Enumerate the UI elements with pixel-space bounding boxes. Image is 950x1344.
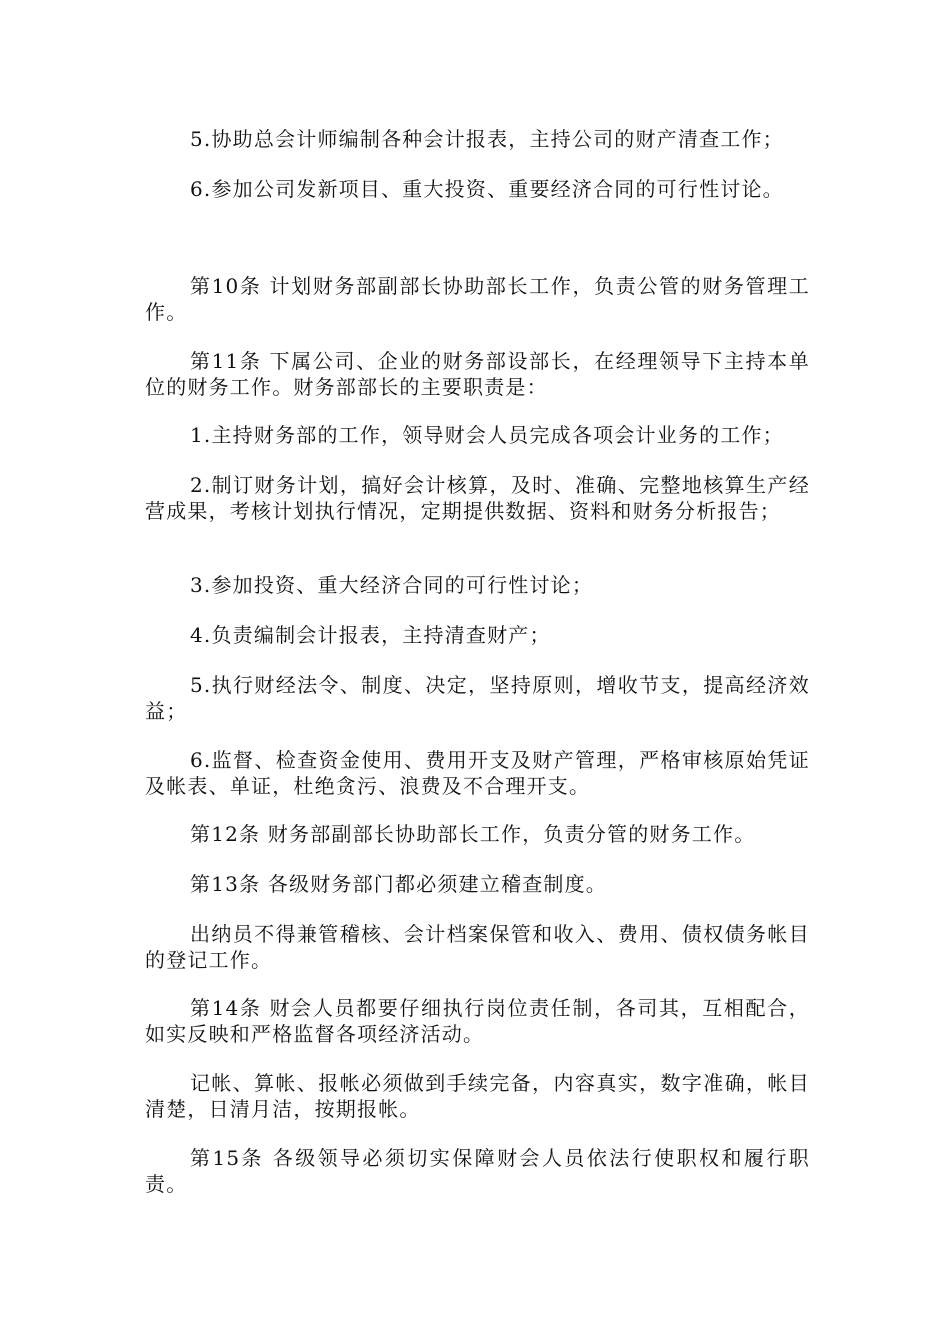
paragraph-cashier-rule: 出纳员不得兼管稽核、会计档案保管和收入、费用、债权债务帐目的登记工作。	[145, 922, 810, 972]
paragraph-article-14: 第14条 财会人员都要仔细执行岗位责任制，各司其，互相配合，如实反映和严格监督各项经济活动。	[145, 996, 810, 1046]
paragraph-duty-1: 1.主持财务部的工作，领导财会人员完成各项会计业务的工作；	[190, 423, 784, 447]
paragraph-article-15: 第15条 各级领导必须切实保障财会人员依法行使职权和履行职责。	[145, 1146, 810, 1196]
paragraph-article-11: 第11条 下属公司、企业的财务部设部长，在经理领导下主持本单位的财务工作。财务部部长的主要职责是：	[145, 349, 810, 399]
paragraph-item-6-participate: 6.参加公司发新项目、重大投资、重要经济合同的可行性讨论。	[190, 177, 784, 201]
paragraph-duty-3: 3.参加投资、重大经济合同的可行性讨论；	[190, 573, 594, 597]
paragraph-article-10: 第10条 计划财务部副部长协助部长工作，负责公管的财务管理工作。	[145, 274, 810, 324]
paragraph-duty-4: 4.负责编制会计报表，主持清查财产；	[190, 623, 551, 647]
paragraph-item-5-assist: 5.协助总会计师编制各种会计报表，主持公司的财产清查工作；	[190, 127, 784, 151]
paragraph-bookkeeping-rule: 记帐、算帐、报帐必须做到手续完备，内容真实，数字准确，帐目清楚，日清月洁，按期报帐。	[145, 1071, 810, 1121]
paragraph-article-13: 第13条 各级财务部门都必须建立稽查制度。	[190, 872, 608, 896]
paragraph-duty-2: 2.制订财务计划，搞好会计核算，及时、准确、完整地核算生产经营成果，考核计划执行情况，定期提供数据、资料和财务分析报告；	[145, 473, 810, 523]
paragraph-duty-5: 5.执行财经法令、制度、决定，坚持原则，增收节支，提高经济效益；	[145, 673, 810, 723]
paragraph-duty-6: 6.监督、检查资金使用、费用开支及财产管理，严格审核原始凭证及帐表、单证，杜绝贪污、浪费及不合理开支。	[145, 748, 810, 798]
paragraph-article-12: 第12条 财务部副部长协助部长工作，负责分管的财务工作。	[190, 822, 756, 846]
